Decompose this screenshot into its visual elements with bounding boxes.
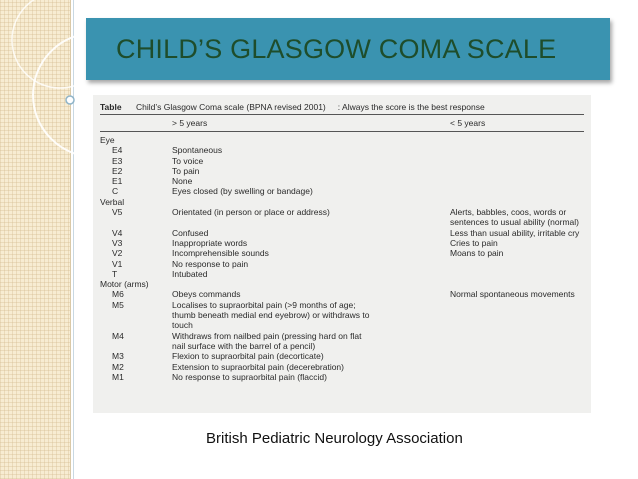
row-over-5: Obeys commands — [172, 289, 241, 300]
row-under-5: Less than usual ability, irritable cry — [450, 227, 580, 238]
row-under-5 — [450, 320, 584, 330]
row-under-5 — [450, 351, 584, 361]
table-header-row — [100, 117, 584, 129]
row-over-5: Localises to supraorbital pain (>9 months of age; — [172, 299, 356, 310]
row-over-5: No response to pain — [172, 258, 249, 269]
table-label: Table — [100, 102, 122, 112]
row-under-5 — [450, 372, 584, 382]
row-code: V3 — [112, 237, 123, 248]
table-row — [100, 207, 584, 217]
table-row — [100, 279, 584, 289]
table-row — [100, 176, 584, 186]
row-over-5 — [172, 135, 450, 145]
row-under-5 — [450, 156, 584, 166]
row-over-5: Incomprehensible sounds — [172, 248, 269, 259]
row-under-5: Moans to pain — [450, 248, 504, 259]
table-row — [100, 197, 584, 207]
row-over-5: nail surface with the barrel of a pencil) — [172, 340, 316, 351]
table-title: Child’s Glasgow Coma scale (BPNA revised 2001) — [136, 102, 326, 112]
source-credit: British Pediatric Neurology Association — [206, 430, 463, 447]
table-note: : Always the score is the best response — [337, 102, 485, 112]
row-code: M3 — [112, 351, 124, 362]
table-row — [100, 289, 584, 299]
gcs-table-image — [93, 95, 591, 413]
row-code: Verbal — [100, 196, 125, 207]
row-code: E2 — [112, 165, 123, 176]
row-over-5: Confused — [172, 227, 209, 238]
table-row — [100, 217, 584, 227]
row-under-5 — [450, 145, 584, 155]
row-code: M4 — [112, 330, 124, 341]
table-row — [100, 228, 584, 238]
row-over-5: No response to supraorbital pain (flaccid) — [172, 371, 327, 382]
row-under-5 — [450, 341, 584, 351]
row-code: M2 — [112, 361, 124, 372]
title-banner — [86, 18, 610, 80]
row-code: E3 — [112, 155, 123, 166]
table-row — [100, 166, 584, 176]
row-under-5 — [450, 279, 584, 289]
row-over-5: Extension to supraorbital pain (decerebration) — [172, 361, 344, 372]
row-over-5: Intubated — [172, 268, 208, 279]
row-code — [100, 341, 172, 351]
row-under-5: sentences to usual ability (normal) — [450, 217, 579, 228]
table-row — [100, 135, 584, 145]
row-over-5: To voice — [172, 155, 204, 166]
table-row — [100, 248, 584, 258]
row-code — [100, 217, 172, 227]
row-code: M6 — [112, 289, 124, 300]
row-under-5 — [450, 186, 584, 196]
row-under-5: Alerts, babbles, coos, words or — [450, 207, 567, 218]
table-row — [100, 372, 584, 382]
row-under-5 — [450, 166, 584, 176]
table-row — [100, 186, 584, 196]
row-over-5: Orientated (in person or place or address) — [172, 207, 330, 218]
row-code — [100, 320, 172, 330]
row-code: E1 — [112, 176, 123, 187]
header-under-5: < 5 years — [450, 118, 486, 128]
table-row — [100, 300, 584, 310]
row-over-5: Eyes closed (by swelling or bandage) — [172, 186, 313, 197]
row-under-5 — [450, 197, 584, 207]
table-row — [100, 351, 584, 361]
row-under-5 — [450, 331, 584, 341]
row-over-5: touch — [172, 320, 193, 331]
row-under-5: Cries to pain — [450, 237, 498, 248]
row-over-5: Flexion to supraorbital pain (decorticate) — [172, 351, 324, 362]
row-under-5 — [450, 300, 584, 310]
row-code — [100, 310, 172, 320]
row-over-5: Spontaneous — [172, 145, 223, 156]
row-over-5 — [172, 279, 450, 289]
table-row — [100, 341, 584, 351]
row-code: C — [112, 186, 119, 197]
table-row — [100, 238, 584, 248]
table-row — [100, 320, 584, 330]
row-code: V1 — [112, 258, 123, 269]
row-code: V2 — [112, 248, 123, 259]
table-row — [100, 259, 584, 269]
row-code: V5 — [112, 207, 123, 218]
row-under-5: Normal spontaneous movements — [450, 289, 575, 300]
table-body — [100, 135, 584, 382]
row-over-5: None — [172, 176, 193, 187]
table-row — [100, 269, 584, 279]
row-under-5 — [450, 362, 584, 372]
row-under-5 — [450, 269, 584, 279]
row-code: V4 — [112, 227, 123, 238]
row-code: M1 — [112, 371, 124, 382]
table-caption — [100, 102, 584, 114]
header-over-5: > 5 years — [172, 118, 208, 128]
row-over-5 — [172, 217, 450, 227]
row-under-5 — [450, 135, 584, 145]
row-code: E4 — [112, 145, 123, 156]
table-row — [100, 156, 584, 166]
row-under-5 — [450, 259, 584, 269]
row-under-5 — [450, 176, 584, 186]
row-over-5: To pain — [172, 165, 200, 176]
row-code: M5 — [112, 299, 124, 310]
table-top-rule — [100, 114, 584, 115]
table-row — [100, 310, 584, 320]
row-over-5 — [172, 197, 450, 207]
row-over-5: Withdraws from nailbed pain (pressing hard on flat — [172, 330, 362, 341]
row-under-5 — [450, 310, 584, 320]
table-row — [100, 331, 584, 341]
table-header-rule — [100, 131, 584, 132]
table-row — [100, 362, 584, 372]
row-code: Motor (arms) — [100, 279, 149, 290]
row-code: Eye — [100, 135, 115, 145]
slide-title: CHILD’S GLASGOW COMA SCALE — [116, 34, 557, 64]
table-row — [100, 145, 584, 155]
row-over-5: thumb beneath medial end eyebrow) or withdraws to — [172, 310, 370, 321]
row-over-5: Inappropriate words — [172, 237, 248, 248]
row-code: T — [112, 268, 118, 279]
